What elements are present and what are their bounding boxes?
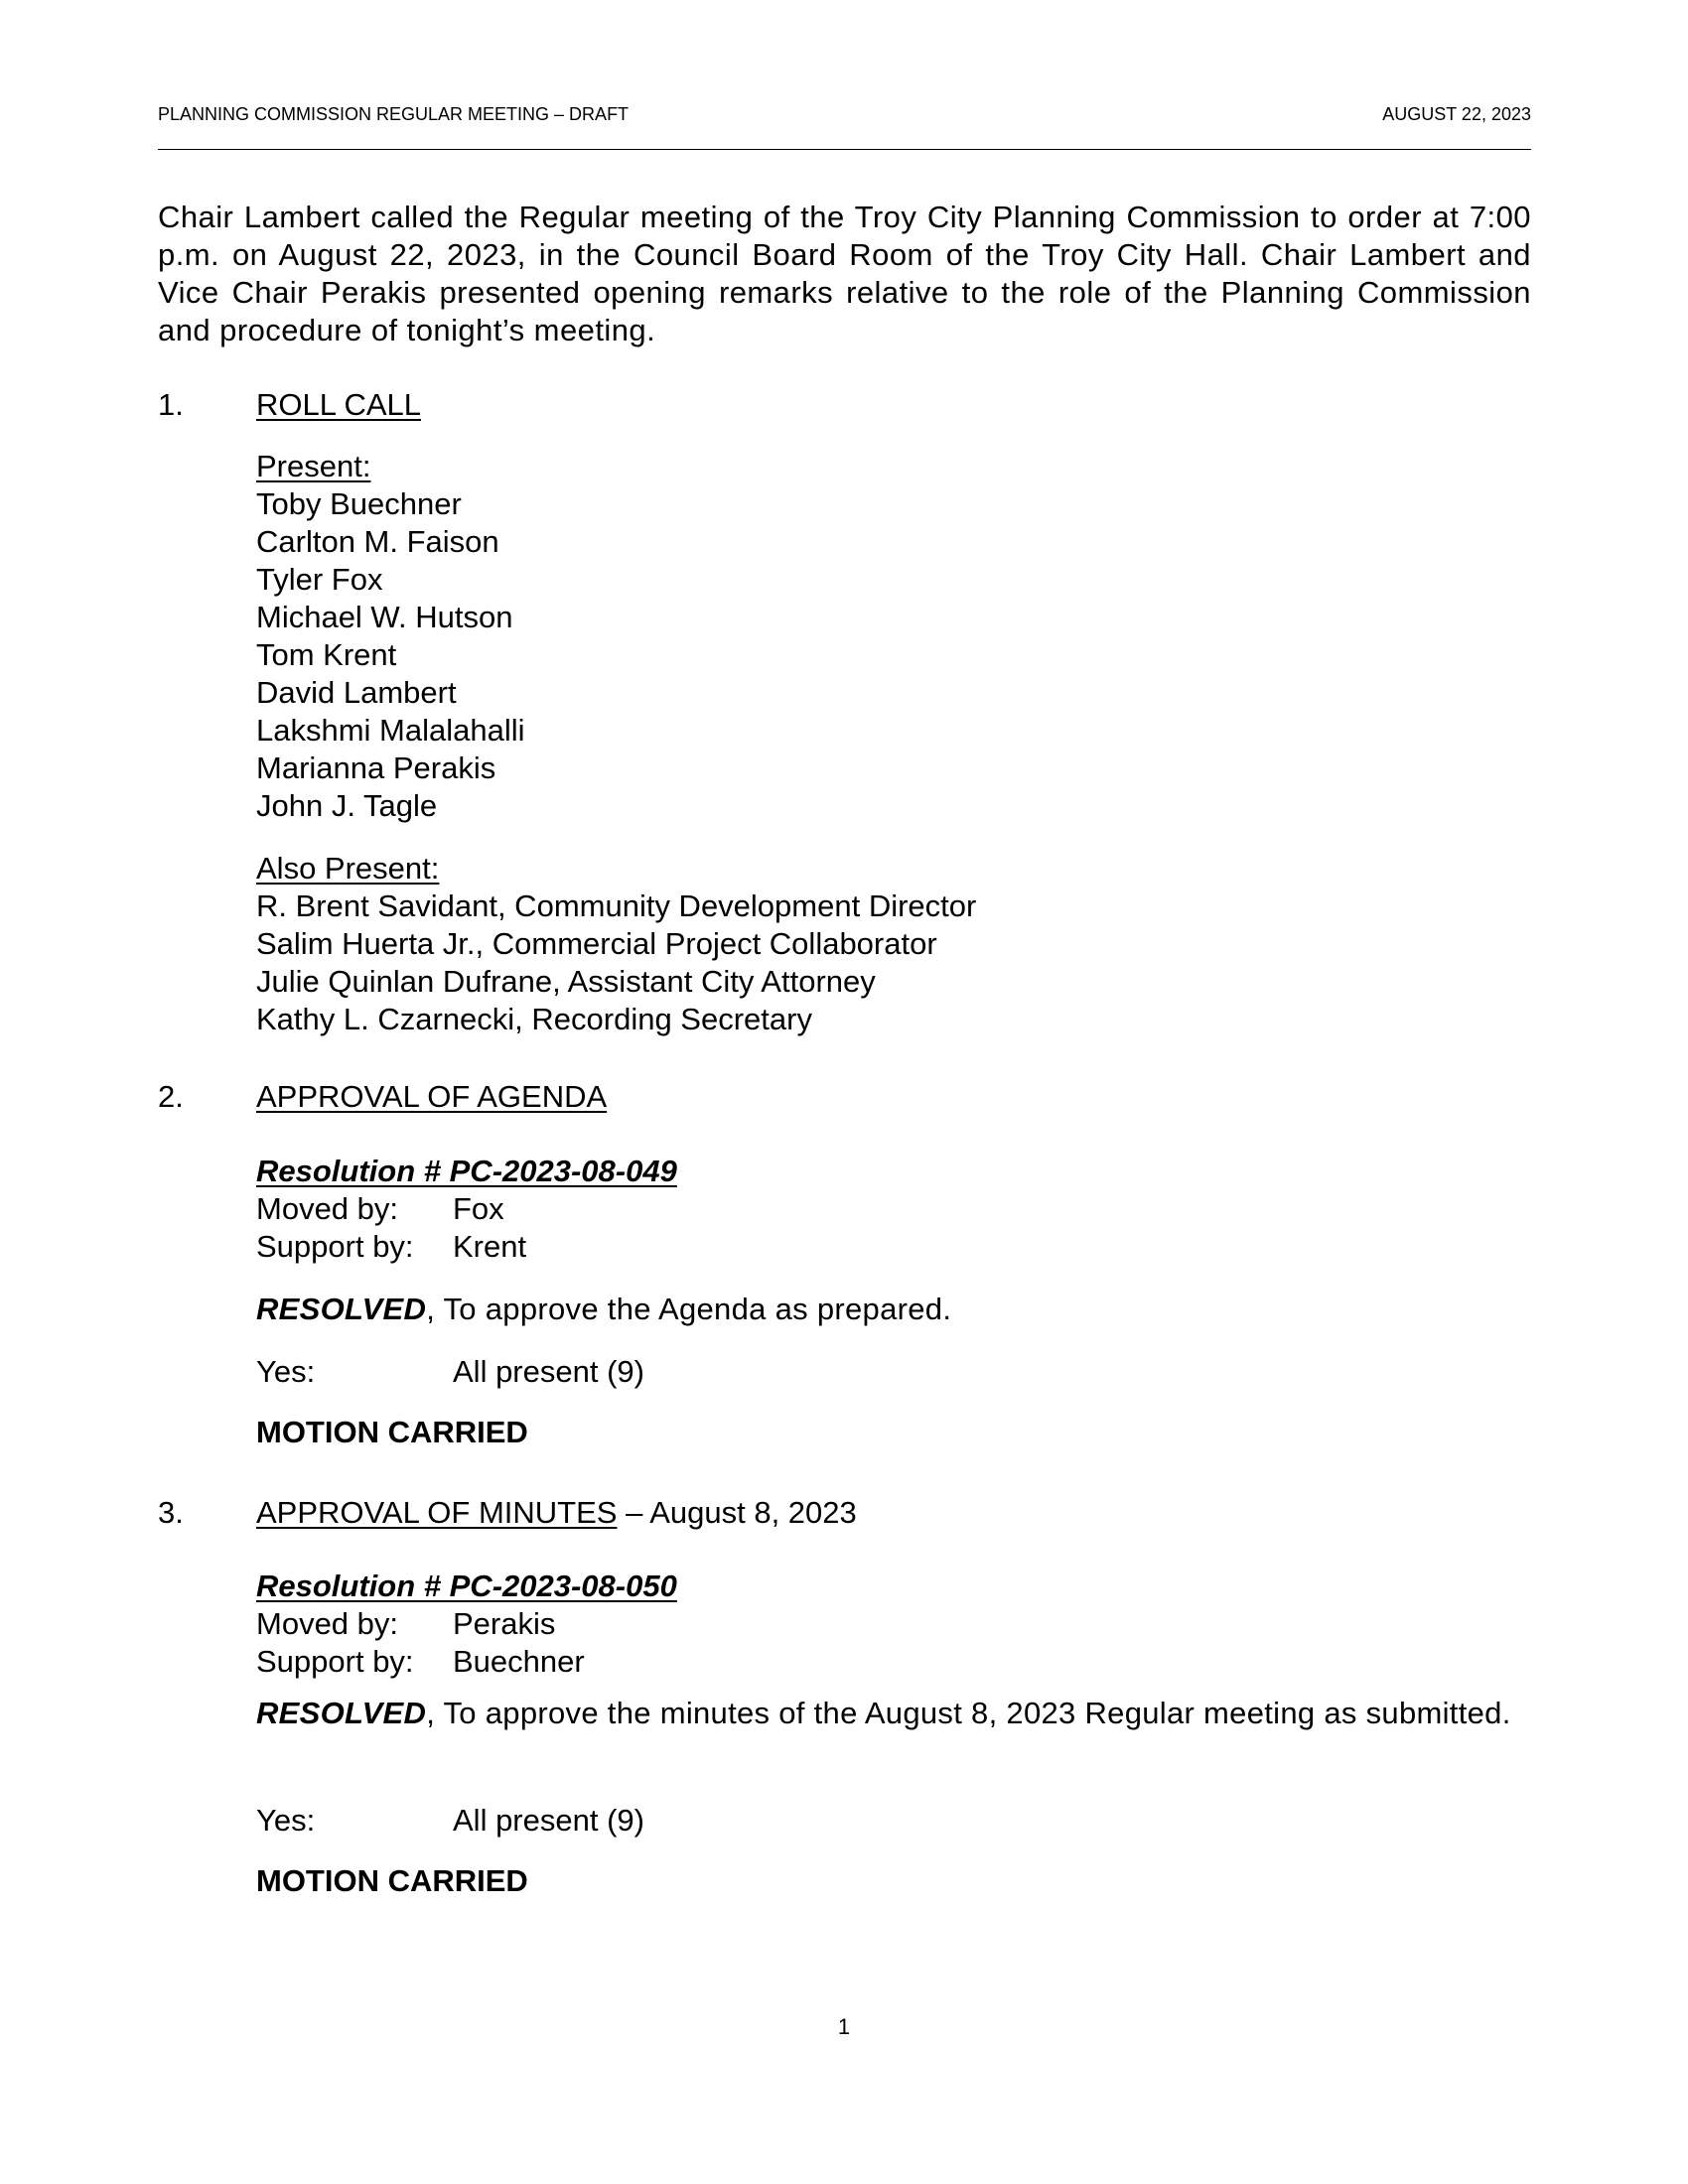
also-present-member: Salim Huerta Jr., Commercial Project Collaborator — [256, 926, 937, 961]
present-member: Lakshmi Malalahalli — [256, 713, 525, 748]
motion-carried-050: MOTION CARRIED — [256, 1863, 528, 1898]
moved-by-row — [256, 1605, 677, 1643]
item-3-title-text: APPROVAL OF MINUTES — [256, 1495, 618, 1530]
also-present-list — [256, 850, 976, 1038]
resolution-049-block — [256, 1153, 677, 1266]
support-by-value: Krent — [453, 1229, 527, 1264]
resolved-050 — [256, 1695, 1531, 1732]
support-by-row — [256, 1643, 677, 1681]
page-header — [158, 102, 1531, 126]
item-3-title-date: – August 8, 2023 — [617, 1495, 857, 1530]
moved-by-value: Fox — [453, 1191, 504, 1226]
present-member: Carlton M. Faison — [256, 524, 499, 559]
moved-by-row — [256, 1190, 677, 1228]
item-1-title: ROLL CALL — [256, 387, 421, 422]
present-member: John J. Tagle — [256, 788, 438, 823]
header-title: PLANNING COMMISSION REGULAR MEETING – DRAFT — [158, 104, 630, 124]
present-member: Toby Buechner — [256, 486, 462, 521]
resolved-text: , To approve the minutes of the August 8, 2023 Regular meeting as submitted. — [426, 1696, 1511, 1730]
present-label: Present: — [256, 449, 371, 483]
resolution-number: Resolution # PC-2023-08-050 — [256, 1569, 677, 1603]
item-2-title: APPROVAL OF AGENDA — [256, 1079, 608, 1114]
present-list — [256, 448, 525, 825]
item-3-number: 3. — [158, 1495, 184, 1530]
item-2-number: 2. — [158, 1079, 184, 1114]
yes-label: Yes: — [256, 1803, 316, 1838]
present-member: David Lambert — [256, 675, 457, 710]
item-1-number: 1. — [158, 387, 184, 422]
intro-paragraph: Chair Lambert called the Regular meeting of the Troy City Planning Commission to order at 7:00 p.m. on August 22, 2023, in the Council Board Room of the Troy City Hall. Chair Lambert and Vice Chair Perakis presented opening remarks relative to the role of the Planning Commission and procedure of tonight’s meeting. — [158, 200, 1531, 347]
item-3-title — [256, 1494, 857, 1532]
motion-carried-049: MOTION CARRIED — [256, 1415, 528, 1449]
moved-by-label: Moved by: — [256, 1606, 399, 1641]
yes-value: All present (9) — [453, 1803, 644, 1838]
present-member: Michael W. Hutson — [256, 600, 513, 634]
moved-by-value: Perakis — [453, 1606, 556, 1641]
resolution-number: Resolution # PC-2023-08-049 — [256, 1154, 677, 1188]
present-member: Tyler Fox — [256, 562, 383, 597]
support-by-value: Buechner — [453, 1644, 585, 1679]
also-present-member: Julie Quinlan Dufrane, Assistant City Attorney — [256, 964, 876, 999]
yes-label: Yes: — [256, 1354, 316, 1389]
page-number: 1 — [837, 2014, 851, 2039]
support-by-label: Support by: — [256, 1229, 414, 1264]
resolution-050-block — [256, 1568, 677, 1681]
resolved-keyword: RESOLVED — [256, 1292, 427, 1326]
present-member: Marianna Perakis — [256, 751, 496, 785]
yes-value: All present (9) — [453, 1354, 644, 1389]
resolved-049 — [256, 1291, 1531, 1328]
resolved-keyword: RESOLVED — [256, 1696, 427, 1730]
also-present-label: Also Present: — [256, 851, 440, 886]
also-present-member: Kathy L. Czarnecki, Recording Secretary — [256, 1002, 812, 1036]
present-member: Tom Krent — [256, 637, 397, 672]
also-present-member: R. Brent Savidant, Community Development Director — [256, 888, 977, 923]
resolved-text: , To approve the Agenda as prepared. — [426, 1292, 952, 1326]
header-divider — [158, 149, 1531, 150]
moved-by-label: Moved by: — [256, 1191, 399, 1226]
support-by-row — [256, 1228, 677, 1266]
header-date: AUGUST 22, 2023 — [1382, 104, 1531, 124]
support-by-label: Support by: — [256, 1644, 414, 1679]
